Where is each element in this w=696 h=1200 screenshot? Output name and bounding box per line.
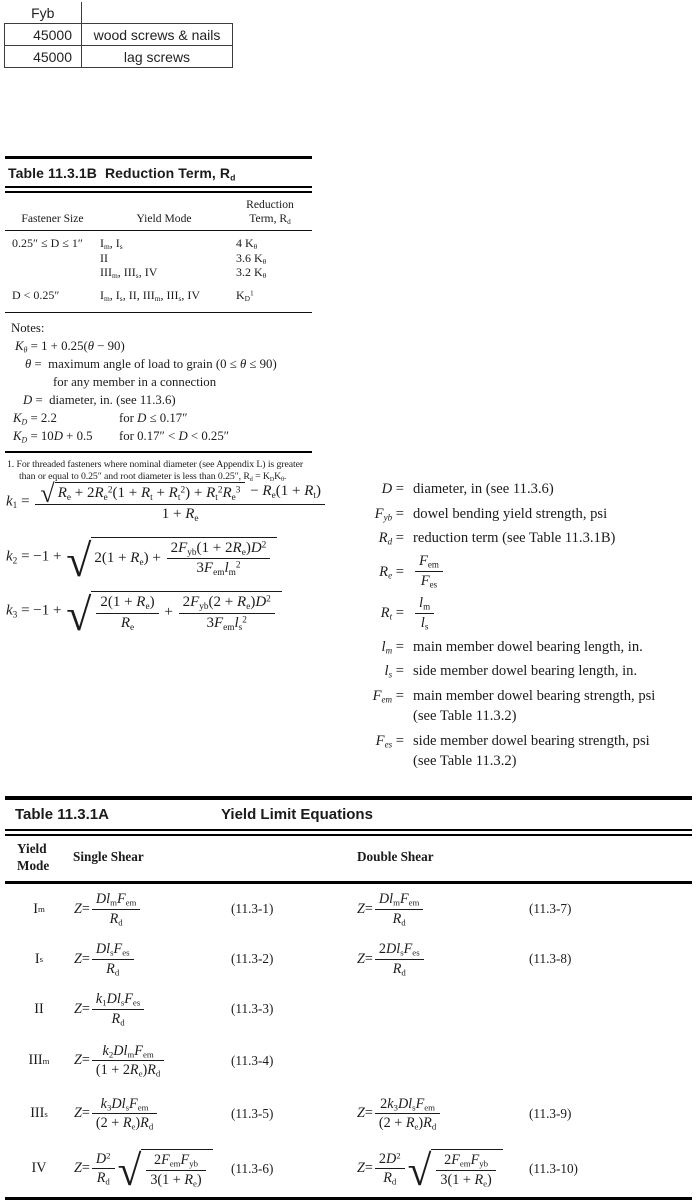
equation-number: (11.3-1) [231, 901, 274, 916]
definition-text: diameter, in (see 11.3.6) [413, 481, 554, 497]
reduction-term-line: $K_D^1$ [236, 287, 254, 303]
symbol: $F_{yb}$ = [374, 505, 404, 523]
table-row-mode-II [5, 984, 692, 1034]
fyb-label-cell: lag screws [82, 46, 233, 68]
note-diameter: D = diameter, in. (see 11.3.6) [23, 393, 176, 408]
symbol: $R_t$ = [380, 605, 404, 622]
table-row-mode-Is [5, 934, 692, 984]
single-shear-equation: Z = $\frac{Dl_mF_{em}}{R_d}$ [74, 884, 142, 934]
yield-mode-label: IV [31, 1160, 47, 1176]
definition-row [346, 637, 694, 657]
reduction-term-cell [232, 237, 312, 280]
single-shear-equation: Z = $\frac{D^2}{R_d}$ √ $\frac{2F_{em}F_{yb}}{3(1 + R_e)}$ [74, 1140, 214, 1197]
col-header-fastener-size: Fastener Size [21, 212, 84, 226]
equation-number: (11.3-5) [231, 1105, 274, 1121]
equation-k3: $k_3 = -1$ + √ $\frac{2(1 + R_e)}{R_e}$ + $\frac{2F_{yb}(2 + R_e)D^2}{3F_{em}l_s^2}$ [6, 591, 346, 632]
definition-row [346, 686, 694, 726]
definition-text: main member dowel bearing length, in. [413, 638, 643, 655]
fyb-header-cell: Fyb [5, 2, 82, 24]
definition-row [346, 504, 694, 524]
equation-number: (11.3-2) [231, 951, 274, 966]
double-rule [5, 829, 692, 836]
note-kd-1 [13, 409, 312, 427]
note-theta: θ = maximum angle of load to grain (0 ≤ θ ≤ 90) [25, 357, 277, 372]
table-b-row [5, 231, 312, 280]
equation-number: (11.3-7) [529, 901, 572, 916]
k-factor-equations [6, 481, 346, 646]
table-row-mode-IIIs [5, 1087, 692, 1140]
fyb-value-cell: 45000 [5, 24, 82, 46]
table-a-title-number: Table 11.3.1A [15, 806, 109, 823]
yield-mode-cell [100, 289, 232, 303]
equation-number: (11.3-9) [529, 1105, 572, 1121]
symbol: D = [381, 481, 404, 497]
single-shear-equation: Z = $\frac{Dl_sF_{es}}{R_d}$ [74, 934, 136, 984]
reduction-term-line: 3.2 $K_\theta$ [236, 265, 267, 281]
equation-k2: $k_2 = -1$ + √ $2(1 + R_e)$ + $\frac{2F_{yb}(1 + 2R_e)D^2}{3F_{em}l_m^2}$ [6, 537, 346, 578]
equation-number: (11.3-3) [231, 1001, 274, 1016]
definition-row [346, 479, 694, 499]
definition-text: reduction term (see Table 11.3.1B) [413, 530, 616, 547]
table-b-notes [5, 313, 312, 451]
reduction-term-cell [232, 289, 312, 303]
definition-row [346, 661, 694, 681]
definition-row [346, 553, 694, 590]
table-b-column-headers [5, 193, 312, 230]
equation-number: (11.3-10) [529, 1160, 578, 1176]
col-header-double-shear: Double Shear [357, 849, 434, 864]
definition-row [346, 731, 694, 771]
double-shear-equation: Z = $\frac{2k_3Dl_sF_{em}}{(2 + R_e)R_d}$ [357, 1087, 442, 1140]
definition-text: main member dowel bearing strength, psi (see Table 11.3.2) [413, 687, 656, 724]
note-theta-cont: for any member in a connection [53, 375, 217, 390]
yield-mode-label: I m [33, 900, 45, 917]
col-header-yield-mode: Yield Mode [136, 212, 192, 226]
table-a-title [5, 800, 692, 829]
yield-mode-label: III m [28, 1052, 50, 1068]
yield-mode-line: II [100, 250, 108, 265]
equation-k1: $k_1$ = √ $R_e + 2R_e^2(1 + R_t + R_t^2) + R_t^2R_e^3$ − $R_e(1 + R_t)$ $1 + R_e$ [6, 481, 346, 523]
col-header-yield-mode: Yield Mode [17, 841, 50, 873]
reduction-term-line: 3.6 $K_\theta$ [236, 250, 267, 266]
single-shear-equation: Z = $\frac{k_2Dl_mF_{em}}{(1 + 2R_e)R_d}$ [74, 1034, 166, 1087]
table-b-footnote: 1. For threaded fasteners where nominal diameter (see Appendix L) is greater than or equal to 0.25″ and root diameter is less than 0.25″, $R_d = K_DK_\theta$. [7, 459, 303, 483]
symbol: $l_s$ = [384, 663, 404, 680]
note-kd-condition: for D ≤ 0.17″ [119, 411, 188, 426]
fyb-table [4, 2, 233, 68]
yield-mode-label: II [34, 1000, 44, 1017]
double-shear-equation: Z = $\frac{Dl_mF_{em}}{R_d}$ [357, 884, 425, 934]
yield-mode-line: $III_m$, $III_s$, IV [100, 265, 158, 281]
double-rule [5, 186, 312, 193]
yield-mode-line: $I_m$, $I_s$ [100, 236, 123, 252]
yield-mode-label: I s [34, 950, 44, 967]
yield-mode-cell [100, 237, 232, 280]
double-shear-equation: Z = $\frac{2D^2}{R_d}$ √ $\frac{2F_{em}F_{yb}}{3(1 + R_e)}$ [357, 1140, 504, 1197]
table-row-mode-IIIm [5, 1034, 692, 1087]
definition-text: side member dowel bearing length, in. [413, 663, 638, 680]
symbol-definitions [346, 479, 694, 775]
note-kd-value: $K_D = 2.2$ [13, 411, 57, 427]
symbol: $F_{es}$ = [375, 732, 404, 750]
col-header-reduction-term: Reduction Term, $R_d$ [246, 198, 294, 227]
note-kd-value: $K_D = 10D + 0.5$ [13, 429, 93, 445]
symbol: $l_m$ = [381, 638, 404, 656]
table-b-row [5, 281, 312, 312]
equation-number: (11.3-4) [231, 1052, 274, 1068]
definition-text: dowel bending yield strength, psi [413, 505, 608, 522]
yield-mode-label: III s [30, 1105, 48, 1121]
definition-row [346, 595, 694, 632]
definition-text: $\frac{F_{em}}{F_{es}}$ [413, 553, 445, 590]
fyb-value-cell: 45000 [5, 46, 82, 68]
table-row-mode-IV [5, 1140, 692, 1197]
fastener-size-cell: 0.25″ ≤ D ≤ 1″ [12, 236, 83, 251]
reduction-term-line: 4 $K_\theta$ [236, 236, 258, 252]
fyb-label-cell: wood screws & nails [82, 24, 233, 46]
notes-label: Notes: [11, 321, 45, 336]
symbol: $R_d$ = [378, 530, 404, 547]
note-kd-condition: for 0.17″ < D < 0.25″ [119, 429, 230, 444]
definition-row [346, 528, 694, 548]
fyb-header-empty-cell [82, 2, 233, 24]
single-shear-equation: Z = $\frac{k_1Dl_sF_{es}}{R_d}$ [74, 984, 146, 1034]
table-11-3-1A [5, 796, 692, 1200]
note-k-theta: $K_\theta = 1 + 0.25(\theta - 90)$ [15, 339, 125, 355]
yield-mode-line: $I_m$, $I_s$, II, $III_m$, $III_s$, IV [100, 287, 201, 303]
definition-text: $\frac{l_m}{l_s}$ [413, 595, 436, 632]
fastener-size-cell: D < 0.25″ [12, 287, 60, 302]
definition-text: side member dowel bearing strength, psi (see Table 11.3.2) [413, 732, 650, 769]
table-row-mode-Im [5, 884, 692, 934]
table-b-title: Table 11.3.1B Reduction Term, $R_d$ [8, 165, 236, 183]
double-shear-equation: Z = $\frac{2Dl_sF_{es}}{R_d}$ [357, 934, 426, 984]
note-kd-2 [13, 427, 312, 445]
col-header-single-shear: Single Shear [73, 849, 144, 864]
table-a-column-headers [5, 836, 692, 881]
table-row [5, 24, 233, 46]
table-11-3-1B [5, 156, 312, 483]
table-row [5, 46, 233, 68]
symbol: $R_e$ = [379, 563, 404, 581]
equation-number: (11.3-8) [529, 951, 572, 966]
table-a-title-text: Yield Limit Equations [220, 806, 373, 823]
single-shear-equation: Z = $\frac{k_3Dl_sF_{em}}{(2 + R_e)R_d}$ [74, 1087, 159, 1140]
equation-number: (11.3-6) [231, 1160, 274, 1176]
table-row [5, 2, 233, 24]
symbol: $F_{em}$ = [372, 687, 404, 705]
